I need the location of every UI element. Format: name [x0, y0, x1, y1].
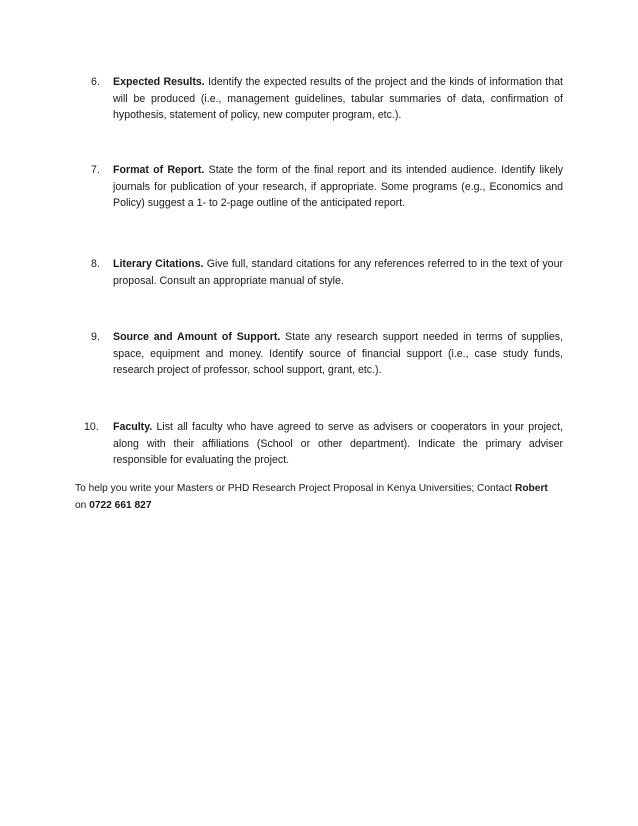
list-item-source-of-support: [91, 329, 563, 379]
contact-note: [75, 481, 575, 515]
item-body: [113, 162, 563, 212]
list-item-faculty: [84, 419, 563, 469]
contact-note-text: To help you write your Masters or PHD Research Project Proposal in Kenya Universities; Contact: [75, 483, 513, 494]
item-text: Identify the expected results of the project and the kinds of information that will be produced (i.e., management guidelines, tabular summaries of data, confirmation of hypothesis, statement of policy, new computer program, etc.).: [113, 76, 563, 122]
item-heading: Format of Report.: [113, 164, 205, 176]
item-heading: Source and Amount of Support.: [113, 331, 281, 343]
contact-name: Robert: [514, 483, 548, 494]
item-body: [113, 329, 563, 379]
item-heading: Expected Results.: [113, 76, 205, 88]
contact-phone: 0722 661 827: [89, 499, 152, 511]
item-number: 6.: [91, 76, 100, 88]
item-text: State the form of the final report and its intended audience. Identify likely journals for publication of your research, if appropriate. Some programs (e.g., Economics and Policy) suggest a 1- to 2-page outline of the anticipated report.: [113, 164, 564, 210]
list-item-format-of-report: [91, 162, 563, 212]
item-heading: Faculty.: [113, 421, 153, 433]
item-text: List all faculty who have agreed to serve as advisers or cooperators in your project, along with their affiliations (School or other department). Indicate the primary adviser responsible for evaluating the project.: [113, 421, 563, 467]
item-number: 8.: [91, 258, 100, 270]
item-body: [113, 256, 563, 289]
item-heading: Literary Citations.: [113, 258, 204, 270]
contact-note-on: on: [75, 499, 87, 511]
item-text: State any research support needed in terms of supplies, space, equipment and money. Identify source of financial support (i.e., case study funds, research project of professor, school support, grant, etc.).: [113, 331, 564, 377]
item-number: 7.: [91, 164, 100, 176]
item-number: 10.: [84, 421, 99, 433]
item-number: 9.: [91, 331, 100, 343]
item-text: Give full, standard citations for any references referred to in the text of your proposal. Consult an appropriate manual of style.: [113, 258, 563, 287]
list-item-expected-results: [91, 74, 563, 124]
list-item-literary-citations: [91, 256, 563, 289]
item-body: [113, 74, 563, 124]
item-body: [113, 419, 563, 469]
